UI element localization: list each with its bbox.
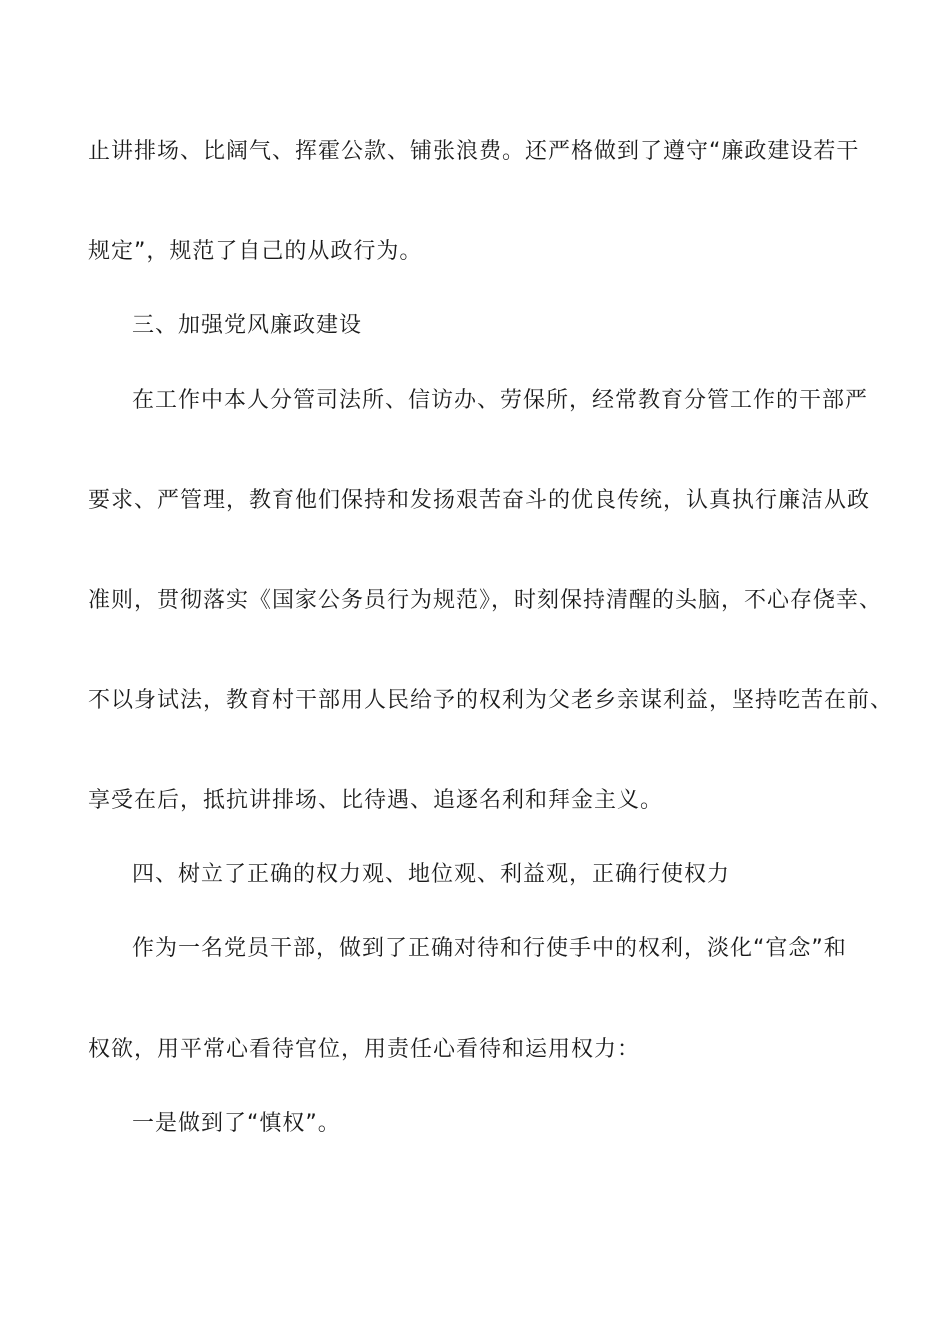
paragraph-line-5: 要求、严管理，教育他们保持和发扬艰苦奋斗的优良传统，认真执行廉洁从政 (88, 488, 871, 513)
paragraph-line-2: 规定”，规范了自己的从政行为。 (88, 239, 423, 264)
paragraph-line-11: 权欲，用平常心看待官位，用责任心看待和运用权力： (88, 1037, 641, 1062)
paragraph-line-6: 准则，贯彻落实《国家公务员行为规范》，时刻保持清醒的头脑，不心存侥幸、 (88, 588, 883, 613)
paragraph-line-10: 作为一名党员干部，做到了正确对待和行使手中的权利，淡化“官念”和 (132, 936, 847, 961)
paragraph-line-12: 一是做到了“慎权”。 (132, 1111, 341, 1136)
paragraph-line-4: 在工作中本人分管司法所、信访办、劳保所，经常教育分管工作的干部严 (132, 388, 869, 413)
section-heading-3: 三、加强党风廉政建设 (132, 313, 363, 338)
section-heading-4: 四、树立了正确的权力观、地位观、利益观，正确行使权力 (132, 862, 731, 887)
paragraph-line-8: 享受在后，抵抗讲排场、比待遇、追逐名利和拜金主义。 (88, 788, 664, 813)
paragraph-line-7: 不以身试法，教育村干部用人民给予的权利为父老乡亲谋利益，坚持吃苦在前、 (88, 688, 894, 713)
paragraph-line-1: 止讲排场、比阔气、挥霍公款、铺张浪费。还严格做到了遵守“廉政建设若干 (88, 139, 860, 164)
